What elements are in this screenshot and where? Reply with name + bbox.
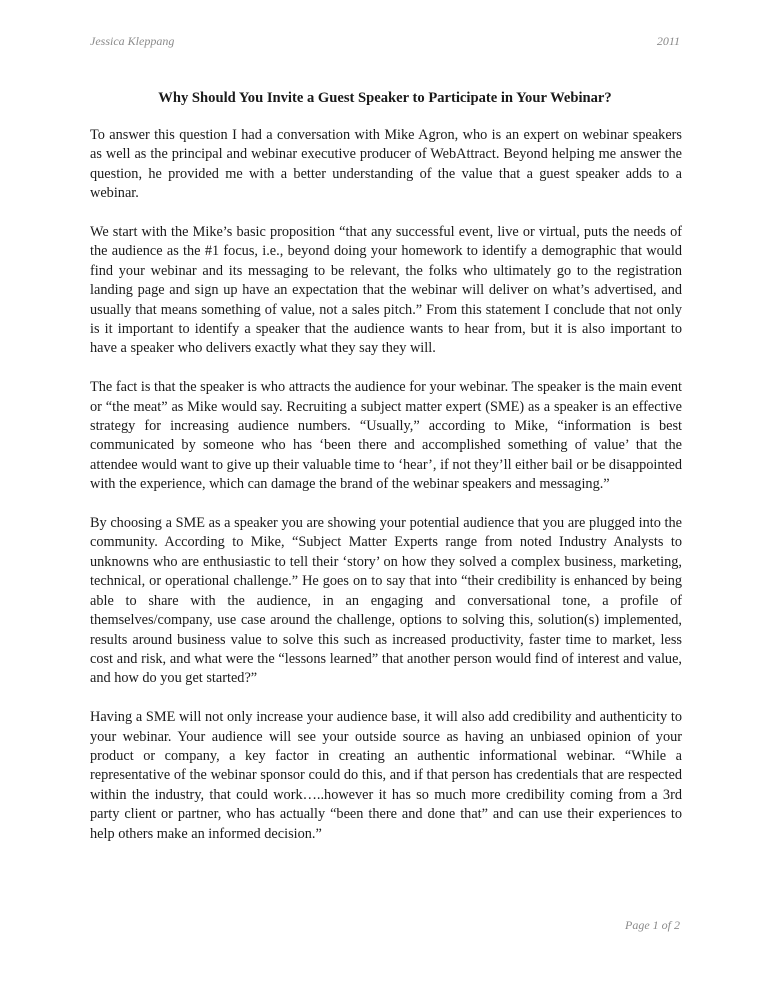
- page-header: [90, 34, 680, 52]
- document-body: [90, 126, 682, 863]
- paragraph-3: The fact is that the speaker is who attracts the audience for your webinar. The speaker is the main event or “the meat” as Mike would say. Recruiting a subject matter expert (SME) as a speaker is an effective strategy for increasing audience numbers. “Usually,” according to Mike, “information is best communicated by someone who has ‘been there and accomplished something of value’ that the attendee would want to give up their valuable time to ‘hear’, if not they’ll either bail or be disappointed with the experience, which can damage the brand of the webinar speakers and messaging.”: [90, 379, 682, 493]
- header-author: Jessica Kleppang: [90, 34, 175, 48]
- paragraph-4: By choosing a SME as a speaker you are showing your potential audience that you are plugged into the community. According to Mike, “Subject Matter Experts range from noted Industry Analysts to unknowns who are enthusiastic to tell their ‘story’ on how they solved a complex business, marketing, technical, or operational challenge.” He goes on to say that into “their credibility is enhanced by being able to share with the audience, in an engaging and conversational tone, a profile of themselves/company, use case around the challenge, options to solving this, solution(s) implemented, results around business value to solve this such as increased productivity, faster time to market, less cost and risk, and what were the “lessons learned” that another person would find of interest and value, and how do you get started?”: [90, 515, 682, 687]
- document-title: Why Should You Invite a Guest Speaker to Participate in Your Webinar?: [158, 90, 612, 106]
- header-year: 2011: [656, 34, 680, 48]
- paragraph-1: To answer this question I had a conversation with Mike Agron, who is an expert on webinar speakers as well as the principal and webinar executive producer of WebAttract. Beyond helping me answer the question, he provided me with a better understanding of the value that a guest speaker adds to a webinar.: [90, 127, 682, 202]
- page-number-footer: Page 1 of 2: [625, 918, 680, 932]
- paragraph-5: Having a SME will not only increase your audience base, it will also add credibility and authenticity to your webinar. Your audience will see your outside source as having an unbiased opinion of your product or company, a key factor in creating an authentic informational webinar. “While a representative of the webinar sponsor could do this, and if that person has credentials that are respected within the industry, that could work…..however it has so much more credibility coming from a 3rd party client or partner, who has actually “been there and done that” and can use their experiences to help others make an informed decision.”: [90, 709, 682, 842]
- paragraph-2: We start with the Mike’s basic proposition “that any successful event, live or virtual, puts the needs of the audience as the #1 focus, i.e., beyond doing your homework to identify a demographic that would find your webinar and its messaging to be relevant, the folks who ultimately go to the registration landing page and sign up have an expectation that the webinar will deliver on what’s advertised, and usually that means something of value, not a sales pitch.” From this statement I conclude that not only is it important to identify a speaker that the audience wants to hear from, but it is also important to have a speaker who delivers exactly what they say they will.: [90, 224, 682, 357]
